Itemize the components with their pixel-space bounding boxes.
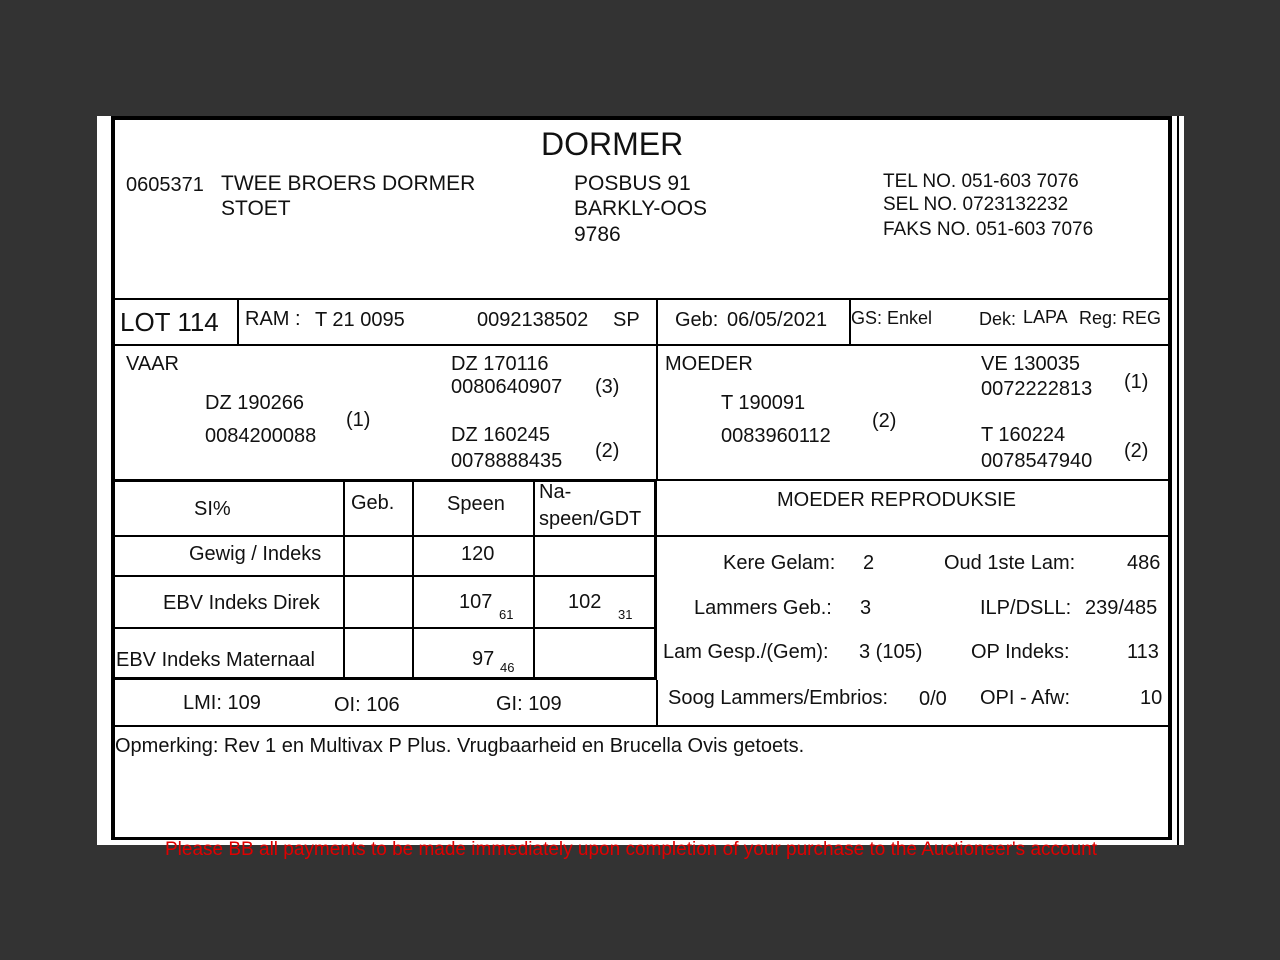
row-direk-speen: 107 [459, 591, 493, 613]
ram-label: RAM : [245, 308, 301, 330]
indices-row-3 [111, 627, 656, 629]
lot-catalogue-sheet [97, 116, 1184, 860]
vaar-count: (1) [346, 409, 371, 431]
opmerking-text: Opmerking: Rev 1 en Multivax P Plus. Vrugbaarheid en Brucella Ovis getoets. [115, 735, 805, 757]
ilp-dsll-label: ILP/DSLL: [980, 597, 1072, 619]
footer-note: Please BB all payments to be made immediately upon completion of your purchase to the Auctioneer's account [165, 839, 1097, 860]
moeder-id: T 190091 [721, 392, 806, 414]
pedigree-bottom-border-right [656, 479, 1172, 481]
frame-right [1168, 116, 1172, 839]
naspeen-header-line1: Na- [539, 481, 572, 503]
oud-1ste-lam-value: 486 [1127, 552, 1161, 574]
reproduksie-header: MOEDER REPRODUKSIE [777, 489, 1016, 511]
faks-number: FAKS NO. 051-603 7076 [883, 219, 1094, 240]
frame-left [111, 116, 115, 839]
lammers-geb-value: 3 [860, 597, 872, 619]
row-direk-naspeen-accuracy: 31 [618, 607, 633, 622]
indices-col-2 [412, 482, 414, 678]
oi-value: OI: 106 [334, 694, 400, 716]
row-gewig-label: Gewig / Indeks [189, 543, 322, 565]
moeder-count: (2) [872, 410, 897, 432]
indices-right-border [654, 480, 657, 680]
ram-sp: SP [613, 309, 640, 331]
moeder-sire-count: (1) [1124, 371, 1149, 393]
oud-1ste-lam-label: Oud 1ste Lam: [944, 552, 1076, 574]
geb-date: 06/05/2021 [727, 309, 828, 331]
row-gewig-speen: 120 [461, 543, 495, 565]
indices-bottom [111, 677, 656, 680]
vaar-dam-number: 0078888435 [451, 450, 563, 472]
gs-value: GS: Enkel [851, 308, 933, 328]
si-header: SI% [194, 498, 231, 520]
soog-lammers-label: Soog Lammers/Embrios: [668, 687, 889, 709]
moeder-number: 0083960112 [721, 425, 831, 447]
vaar-id: DZ 190266 [205, 392, 304, 414]
tel-number: TEL NO. 051-603 7076 [883, 171, 1079, 192]
lmi-value: LMI: 109 [183, 692, 261, 714]
op-indeks-label: OP Indeks: [971, 641, 1070, 663]
breeder-number: 0605371 [126, 174, 204, 196]
address-line1: POSBUS 91 [574, 172, 691, 195]
address-line3: 9786 [574, 223, 621, 246]
pedigree-divider [656, 346, 658, 480]
moeder-label: MOEDER [665, 353, 753, 375]
row-maternaal-label: EBV Indeks Maternaal [116, 649, 315, 671]
lot-row-bottom-border [111, 344, 1172, 346]
dek-label: Dek: [979, 309, 1017, 329]
lammers-geb-label: Lammers Geb.: [694, 597, 832, 619]
indices-row-1 [111, 535, 656, 537]
naspeen-header-line2: speen/GDT [539, 508, 642, 530]
sel-number: SEL NO. 0723132232 [883, 194, 1069, 215]
lot-row-top-border [111, 298, 1172, 300]
ram-reg-number: 0092138502 [477, 309, 589, 331]
summary-divider [656, 680, 658, 726]
ilp-dsll-value: 239/485 [1085, 597, 1158, 619]
moeder-sire-id: VE 130035 [981, 353, 1080, 375]
pedigree-bottom-border [111, 479, 656, 482]
geb-label: Geb: [675, 309, 719, 331]
moeder-dam-number: 0078547940 [981, 450, 1093, 472]
row-maternaal-speen: 97 [472, 648, 495, 670]
moeder-sire-number: 0072222813 [981, 378, 1093, 400]
lam-gesp-label: Lam Gesp./(Gem): [663, 641, 829, 663]
kere-gelam-value: 2 [863, 552, 875, 574]
indices-col-1 [343, 482, 345, 678]
breeder-name-line1: TWEE BROERS DORMER [221, 172, 476, 195]
breed-title: DORMER [541, 126, 684, 162]
geb-header: Geb. [351, 492, 395, 514]
soog-lammers-value: 0/0 [919, 688, 947, 710]
vaar-number: 0084200088 [205, 425, 317, 447]
gi-value: GI: 109 [496, 693, 562, 715]
reg-value: Reg: REG [1079, 308, 1162, 328]
reproduksie-header-bottom [656, 535, 1172, 537]
indices-col-3 [533, 482, 535, 678]
vaar-label: VAAR [126, 353, 179, 375]
row-maternaal-speen-accuracy: 46 [500, 660, 515, 675]
vaar-sire-number: 0080640907 [451, 376, 563, 398]
opi-afw-value: 10 [1140, 687, 1163, 709]
vaar-dam-id: DZ 160245 [451, 424, 550, 446]
row-direk-naspeen: 102 [568, 591, 602, 613]
vaar-sire-id: DZ 170116 [451, 353, 549, 375]
ram-id: T 21 0095 [315, 309, 405, 331]
row-direk-label: EBV Indeks Direk [163, 592, 320, 614]
moeder-dam-count: (2) [1124, 440, 1149, 462]
kere-gelam-label: Kere Gelam: [723, 552, 836, 574]
lot-divider-1 [237, 298, 239, 346]
frame-top [111, 116, 1172, 120]
address-line2: BARKLY-OOS [574, 197, 708, 220]
breeder-name-line2: STOET [221, 197, 291, 220]
summary-bottom [111, 725, 1172, 727]
vaar-dam-count: (2) [595, 440, 620, 462]
lot-divider-2 [656, 298, 658, 346]
sheet-right-edge [1177, 116, 1179, 845]
op-indeks-value: 113 [1127, 641, 1159, 663]
opi-afw-label: OPI - Afw: [980, 687, 1071, 709]
lot-number: LOT 114 [120, 307, 219, 337]
moeder-dam-id: T 160224 [981, 424, 1066, 446]
speen-header: Speen [447, 493, 505, 515]
indices-row-2 [111, 575, 656, 577]
vaar-sire-count: (3) [595, 376, 620, 398]
dek-value: LAPA [1023, 307, 1068, 327]
row-direk-speen-accuracy: 61 [499, 607, 514, 622]
lam-gesp-value: 3 (105) [859, 641, 923, 663]
